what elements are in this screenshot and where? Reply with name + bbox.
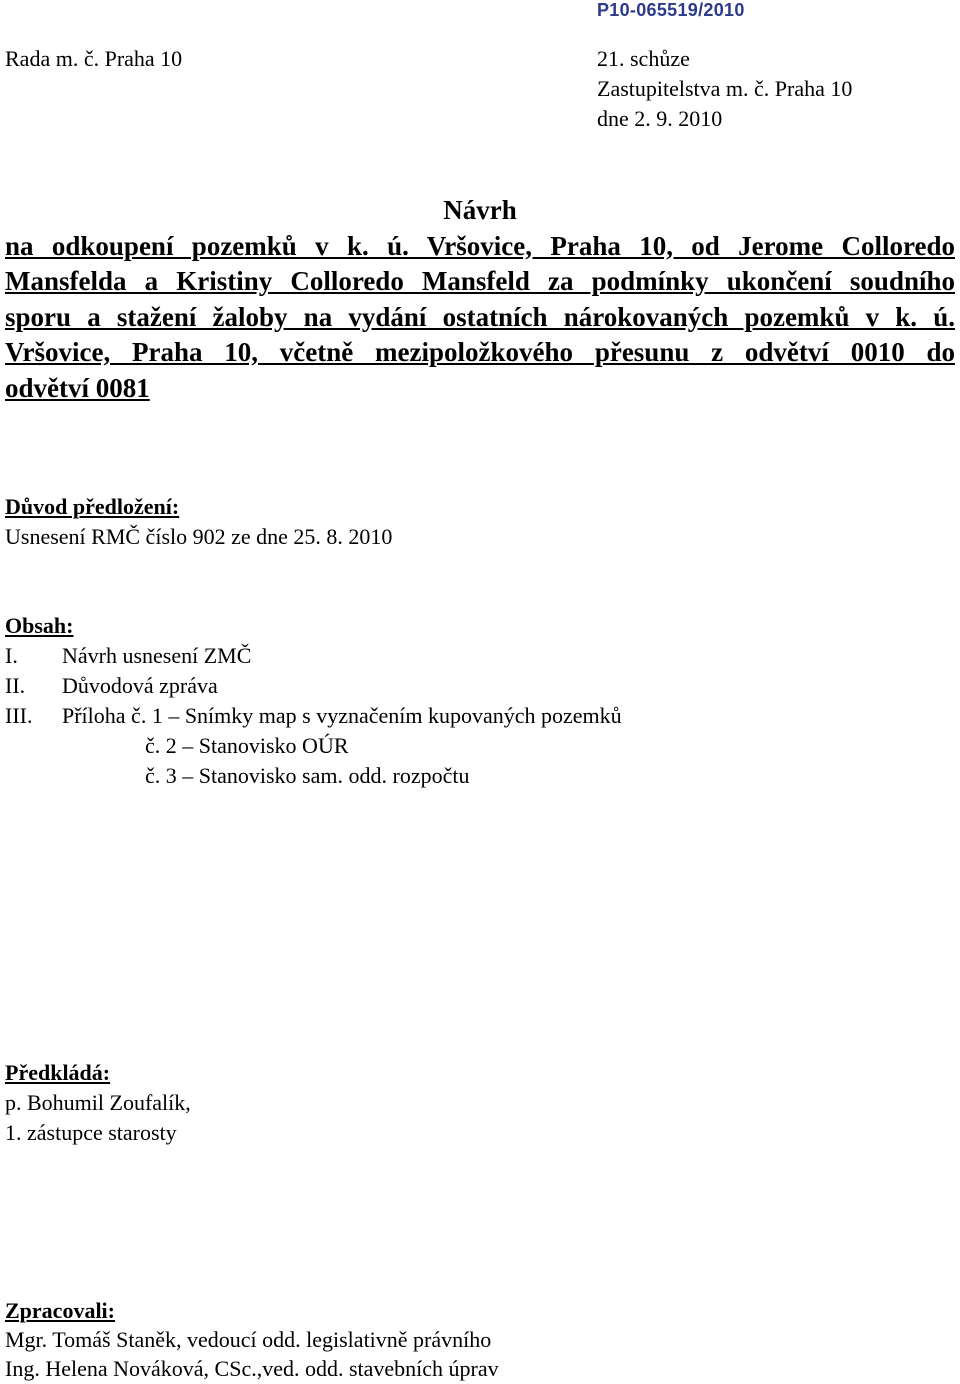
reason-text: Usnesení RMČ číslo 902 ze dne 25. 8. 2010 — [5, 524, 393, 549]
prepared-by-label: Zpracovali: — [5, 1298, 115, 1323]
council-name: Rada m. č. Praha 10 — [5, 46, 183, 71]
proposal-title-line: Mansfelda a Kristiny Colloredo Mansfeld za podmínky ukončení soudního — [5, 266, 955, 296]
proposal-title — [5, 193, 955, 406]
contents-item-text: Návrh usnesení ZMČ — [62, 643, 252, 668]
session-number: 21. schůze — [597, 46, 690, 71]
preparer-line: Mgr. Tomáš Staněk, vedoucí odd. legislativně právního — [5, 1327, 492, 1352]
preparer-line: Ing. Helena Nováková, CSc.,ved. odd. stavebních úprav — [5, 1356, 499, 1381]
contents-item-number: I. — [5, 643, 18, 668]
proposal-title-line: odvětví 0081 — [5, 372, 150, 403]
contents-label: Obsah: — [5, 613, 74, 638]
proposal-title-line: sporu a stažení žaloby na vydání ostatních nárokovaných pozemků v k. ú. — [5, 301, 955, 332]
submitter-role: 1. zástupce starosty — [5, 1120, 177, 1145]
contents-item-number: III. — [5, 703, 33, 728]
contents-item-text: Důvodová zpráva — [62, 673, 218, 698]
submitted-by-label: Předkládá: — [5, 1060, 111, 1085]
reason-label: Důvod předložení: — [5, 494, 180, 519]
proposal-title-line: Vršovice, Praha 10, včetně mezipoložkového přesunu z odvětví 0010 do — [5, 337, 955, 367]
submitter-name: p. Bohumil Zoufalík, — [5, 1090, 191, 1115]
contents-item-number: II. — [5, 673, 26, 698]
document-id: P10-065519/2010 — [597, 0, 745, 20]
proposal-heading: Návrh — [443, 195, 517, 225]
proposal-title-line: na odkoupení pozemků v k. ú. Vršovice, Praha 10, od Jerome Colloredo — [5, 230, 955, 261]
contents-item-text: č. 3 – Stanovisko sam. odd. rozpočtu — [145, 763, 470, 788]
contents-item-text: č. 2 – Stanovisko OÚR — [145, 733, 349, 758]
session-date: dne 2. 9. 2010 — [597, 106, 723, 131]
contents-item-text: Příloha č. 1 – Snímky map s vyznačením kupovaných pozemků — [62, 703, 622, 728]
assembly-name: Zastupitelstva m. č. Praha 10 — [597, 76, 853, 101]
